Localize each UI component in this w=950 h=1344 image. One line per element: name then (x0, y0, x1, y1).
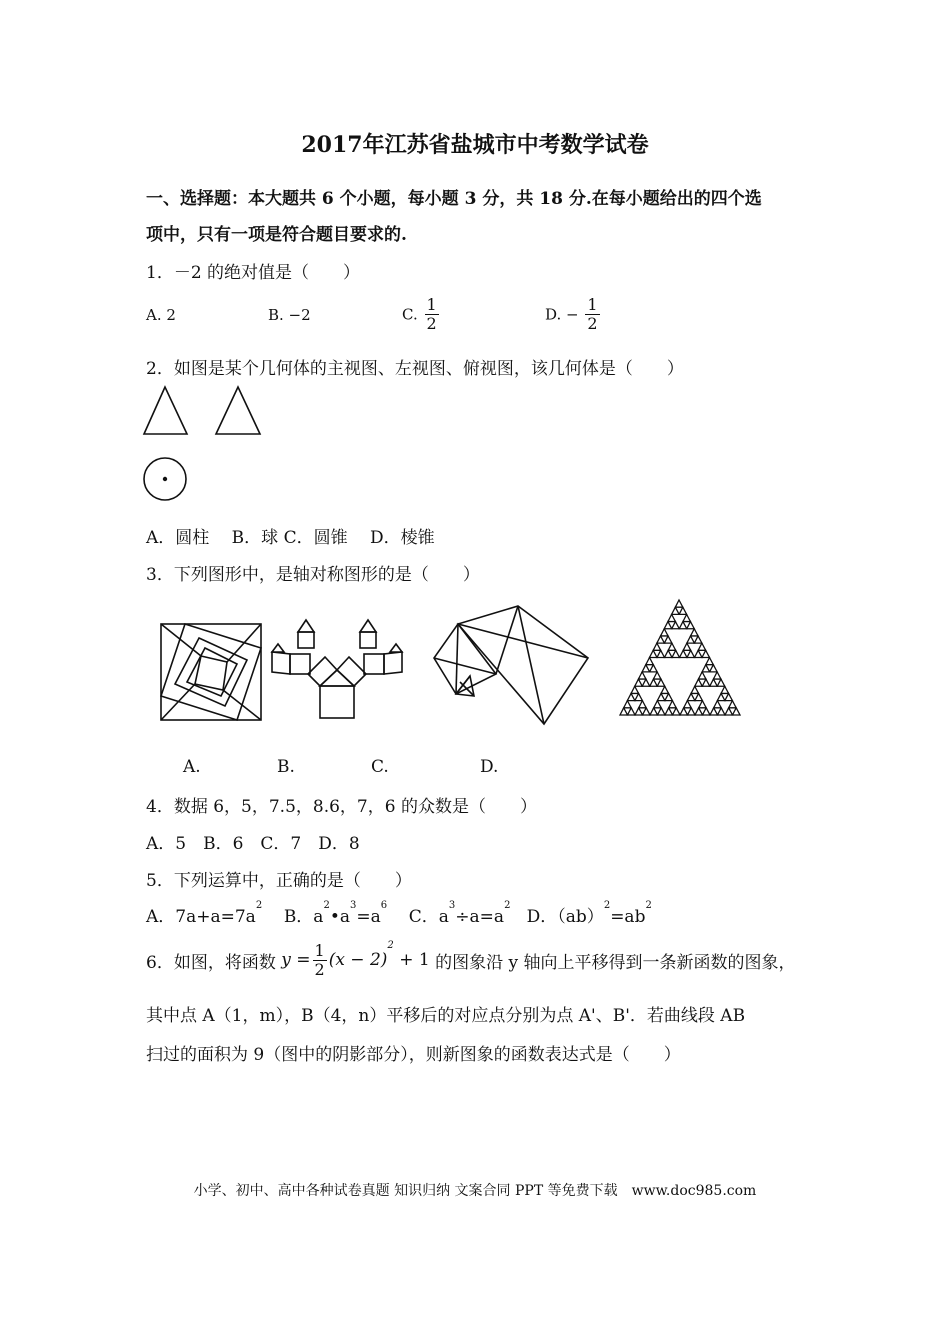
q3-stem: 3．下列图形中，是轴对称图形的是（ ） (146, 565, 480, 585)
q2-top-view (140, 455, 192, 505)
q6-stem-line2: 其中点 A（1，m），B（4，n）平移后的对应点分别为点 A'、B'．若曲线段 AB (146, 1006, 746, 1026)
q1-option-c: C. $\frac{1}{2}$ (402, 295, 437, 333)
q5-option-a: A．$7a+a=7a^2$ (146, 900, 263, 927)
q3-figure-a-nested-squares (155, 620, 267, 724)
q2-front-side-views (140, 383, 270, 439)
section-heading-line1: 一、选择题：本大题共 6 个小题，每小题 3 分，共 18 分.在每小题给出的四个选 (146, 189, 762, 209)
section-heading-line2: 项中，只有一项是符合题目要求的. (146, 225, 407, 245)
q1-c-fraction: $\frac{1}{2}$ (426, 295, 437, 333)
left-view-triangle (216, 387, 260, 434)
front-view-triangle (144, 387, 187, 434)
q4-options: A．5 B．6 C．7 D．8 (146, 834, 360, 854)
q3-figure-d-sierpinski-triangle (616, 598, 744, 718)
top-view-center-dot (163, 477, 167, 481)
q6-stem-line1: 6．如图，将函数 y = $\frac{1}{2}$ $(x - 2)^2 + 1$ 的图象沿 y 轴向上平移得到一条新函数的图象， (146, 940, 796, 979)
q1-d-fraction: $\frac{1}{2}$ (587, 295, 598, 333)
q2-options: A．圆柱 B．球 C．圆锥 D．棱锥 (146, 528, 435, 548)
q5-options (146, 902, 652, 927)
q3-label-c: C. (371, 757, 389, 777)
q6-function: y = $\frac{1}{2}$ $(x - 2)^2 + 1$ (281, 940, 430, 979)
q5-option-b: B．$a^2•a^3=a^6$ (283, 900, 388, 927)
q3-label-a: A. (183, 757, 201, 777)
q5-option-d: D．$(ab)^2=ab^2$ (526, 900, 652, 927)
q1-stem: 1．－2 的绝对值是（ ） (146, 263, 361, 283)
q1-option-b: B. −2 (268, 306, 311, 324)
q5-stem: 5．下列运算中，正确的是（ ） (146, 871, 412, 891)
q1-option-d: D. − $\frac{1}{2}$ (545, 295, 598, 333)
page-footer: 小学、初中、高中各种试卷真题 知识归纳 文案合同 PPT 等免费下载 www.doc985.com (193, 1183, 757, 1199)
q2-stem: 2．如图是某个几何体的主视图、左视图、俯视图，该几何体是（ ） (146, 359, 684, 379)
q3-figure-c-spiral-triangles (430, 602, 594, 726)
q3-label-d: D. (480, 757, 499, 777)
q5-option-c: C．$a^3\div a=a^2$ (408, 900, 511, 927)
q3-figure-b-pythagoras-tree (268, 614, 406, 722)
q1-option-a: A. 2 (146, 306, 176, 324)
page-title: 2017年江苏省盐城市中考数学试卷 (301, 132, 649, 158)
q6-stem-line3: 扫过的面积为 9（图中的阴影部分），则新图象的函数表达式是（ ） (146, 1045, 681, 1065)
q4-stem: 4．数据 6，5，7.5，8.6，7，6 的众数是（ ） (146, 797, 537, 817)
q3-label-b: B. (277, 757, 295, 777)
